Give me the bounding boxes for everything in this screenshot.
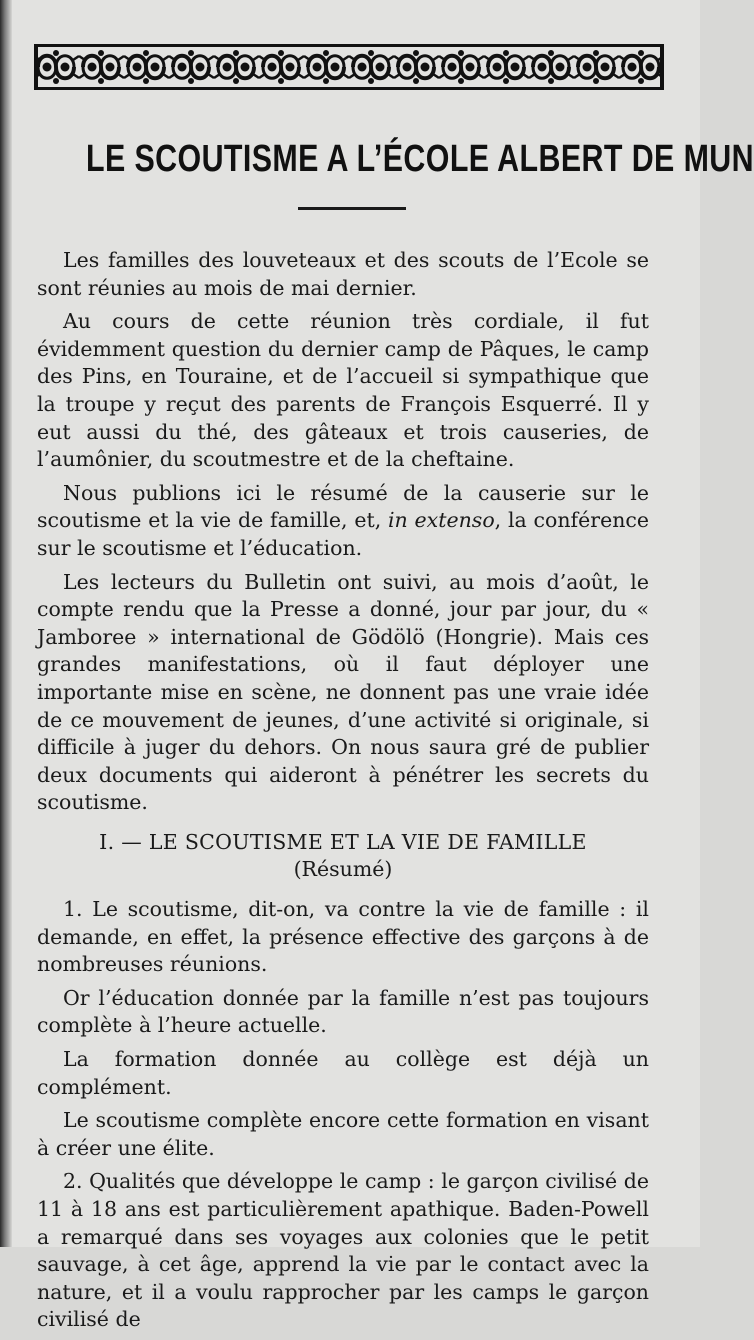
page-binding-shadow: [0, 0, 12, 1247]
section-subheading: (Résumé): [293, 857, 393, 882]
intro-paragraph-3: [37, 480, 649, 563]
floral-border-ornament-icon: [34, 44, 664, 90]
intro-paragraph-2: Au cours de cette réunion très cordiale, il fut évidemment question du dernier camp de Pâques, le camp des Pins, en Touraine, et de l’accueil si sympathique que la troupe y reçut des parents de François Esquerré. Il y eut aussi du thé, des gâteaux et trois causeries, de l’aumônier, du scoutmestre et de la cheftaine.: [37, 309, 649, 472]
section-paragraph-5: 2. Qualités que développe le camp : le garçon civilisé de 11 à 18 ans est particulièrement apathique. Baden-Powell a remarqué dans ses voyages aux colonies que le petit sauvage, à cet âge, apprend la vie par le contact avec la nature, et il a voulu rapprocher par les camps le garçon civilisé de: [37, 1169, 649, 1332]
title-divider: [298, 207, 406, 210]
section-paragraph-3: La formation donnée au collège est déjà un complément.: [37, 1047, 649, 1099]
article-title: LE SCOUTISME A L’ÉCOLE ALBERT DE MUN: [86, 138, 754, 180]
section-paragraph-4: Le scoutisme complète encore cette formation en visant à créer une élite.: [37, 1108, 649, 1160]
article-body: [37, 247, 649, 1340]
section-paragraph-1: 1. Le scoutisme, dit-on, va contre la vie de famille : il demande, en effet, la présence effective des garçons à de nombreuses réunions.: [37, 897, 649, 977]
intro-paragraph-3-before: Nous publions ici le résumé de la causerie sur le scoutisme et la vie de famille, et,: [37, 480, 649, 533]
section-heading: I. — LE SCOUTISME ET LA VIE DE FAMILLE: [99, 829, 587, 854]
intro-paragraph-4: Les lecteurs du Bulletin ont suivi, au mois d’août, le compte rendu que la Presse a donné, jour par jour, du « Jamboree » international de Gödölö (Hongrie). Mais ces grandes manifestations, où il faut déployer une importante mise en scène, ne donnent pas une vraie idée de ce mouvement de jeunes, d’une activité si originale, si difficile à juger du dehors. On nous saura gré de publier deux documents qui aideront à pénétrer les secrets du scoutisme.: [37, 569, 649, 815]
section-paragraph-2: Or l’éducation donnée par la famille n’est pas toujours complète à l’heure actuelle.: [37, 985, 649, 1038]
intro-paragraph-3-after: , la conférence sur le scoutisme et l’éducation.: [37, 508, 650, 560]
intro-paragraph-3-italic: in extenso: [388, 508, 495, 533]
intro-paragraph-1: Les familles des louveteaux et des scouts de l’Ecole se sont réunies au mois de mai dernier.: [37, 248, 649, 300]
